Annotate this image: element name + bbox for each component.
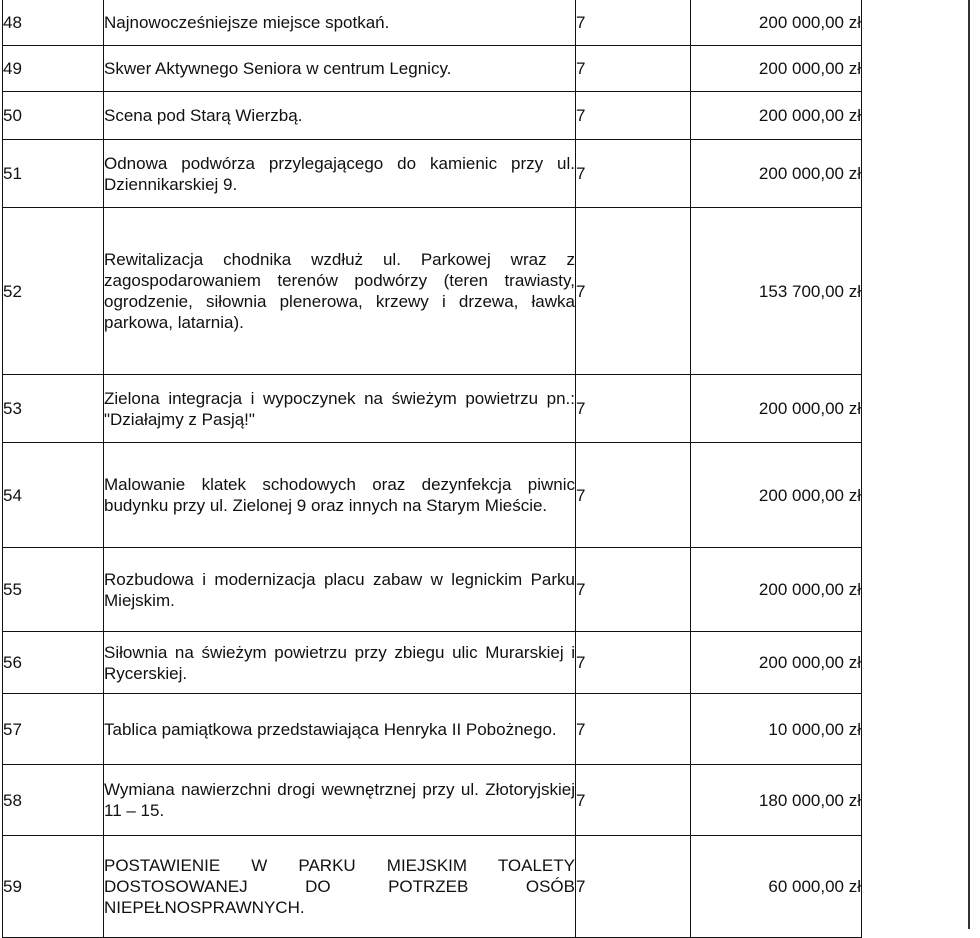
project-amount: 200 000,00 zł xyxy=(691,443,862,548)
project-amount: 200 000,00 zł xyxy=(691,92,862,140)
project-description: Rozbudowa i modernizacja placu zabaw w legnickim Parku Miejskim. xyxy=(104,548,576,632)
project-amount: 200 000,00 zł xyxy=(691,46,862,92)
table-row xyxy=(3,0,862,46)
project-number: 56 xyxy=(3,632,104,694)
table-row xyxy=(3,92,862,140)
project-amount: 180 000,00 zł xyxy=(691,765,862,836)
project-description: Najnowocześniejsze miejsce spotkań. xyxy=(104,0,576,46)
project-category: 7 xyxy=(576,765,691,836)
project-number: 54 xyxy=(3,443,104,548)
project-category: 7 xyxy=(576,92,691,140)
project-number: 55 xyxy=(3,548,104,632)
table-row xyxy=(3,46,862,92)
project-amount: 153 700,00 zł xyxy=(691,208,862,375)
table-row xyxy=(3,443,862,548)
project-amount: 200 000,00 zł xyxy=(691,0,862,46)
project-category: 7 xyxy=(576,375,691,443)
project-amount: 200 000,00 zł xyxy=(691,375,862,443)
table-row xyxy=(3,694,862,765)
project-number: 52 xyxy=(3,208,104,375)
project-number: 59 xyxy=(3,836,104,938)
project-number: 53 xyxy=(3,375,104,443)
project-description: Malowanie klatek schodowych oraz dezynfekcja piwnic budynku przy ul. Zielonej 9 oraz innych na Starym Mieście. xyxy=(104,443,576,548)
page-edge-line xyxy=(968,0,970,929)
project-category: 7 xyxy=(576,208,691,375)
project-description: Zielona integracja i wypoczynek na świeżym powietrzu pn.: "Działajmy z Pasją!" xyxy=(104,375,576,443)
project-category: 7 xyxy=(576,0,691,46)
project-number: 57 xyxy=(3,694,104,765)
project-category: 7 xyxy=(576,140,691,208)
project-category: 7 xyxy=(576,443,691,548)
project-amount: 10 000,00 zł xyxy=(691,694,862,765)
project-description: Rewitalizacja chodnika wzdłuż ul. Parkowej wraz z zagospodarowaniem terenów podwórzy (teren trawiasty, ogrodzenie, siłownia plenerowa, krzewy i drzewa, ławka parkowa, latarnia). xyxy=(104,208,576,375)
project-description: Skwer Aktywnego Seniora w centrum Legnicy. xyxy=(104,46,576,92)
table-row xyxy=(3,548,862,632)
table-row xyxy=(3,836,862,938)
project-number: 50 xyxy=(3,92,104,140)
project-description: Siłownia na świeżym powietrzu przy zbiegu ulic Murarskiej i Rycerskiej. xyxy=(104,632,576,694)
project-description: Tablica pamiątkowa przedstawiająca Henryka II Pobożnego. xyxy=(104,694,576,765)
project-number: 48 xyxy=(3,0,104,46)
table-row xyxy=(3,140,862,208)
project-category: 7 xyxy=(576,548,691,632)
project-category: 7 xyxy=(576,632,691,694)
project-number: 58 xyxy=(3,765,104,836)
project-description: Scena pod Starą Wierzbą. xyxy=(104,92,576,140)
project-number: 51 xyxy=(3,140,104,208)
project-amount: 200 000,00 zł xyxy=(691,632,862,694)
table-row xyxy=(3,632,862,694)
project-category: 7 xyxy=(576,46,691,92)
project-amount: 60 000,00 zł xyxy=(691,836,862,938)
project-amount: 200 000,00 zł xyxy=(691,548,862,632)
project-number: 49 xyxy=(3,46,104,92)
table-row xyxy=(3,765,862,836)
project-amount: 200 000,00 zł xyxy=(691,140,862,208)
project-description: Odnowa podwórza przylegającego do kamienic przy ul. Dziennikarskiej 9. xyxy=(104,140,576,208)
table-row xyxy=(3,375,862,443)
table-row xyxy=(3,208,862,375)
projects-table xyxy=(2,0,862,938)
project-description: Wymiana nawierzchni drogi wewnętrznej przy ul. Złotoryjskiej 11 – 15. xyxy=(104,765,576,836)
project-category: 7 xyxy=(576,836,691,938)
project-description: POSTAWIENIE W PARKU MIEJSKIM TOALETY DOSTOSOWANEJ DO POTRZEB OSÓB NIEPEŁNOSPRAWNYCH. xyxy=(104,836,576,938)
project-category: 7 xyxy=(576,694,691,765)
